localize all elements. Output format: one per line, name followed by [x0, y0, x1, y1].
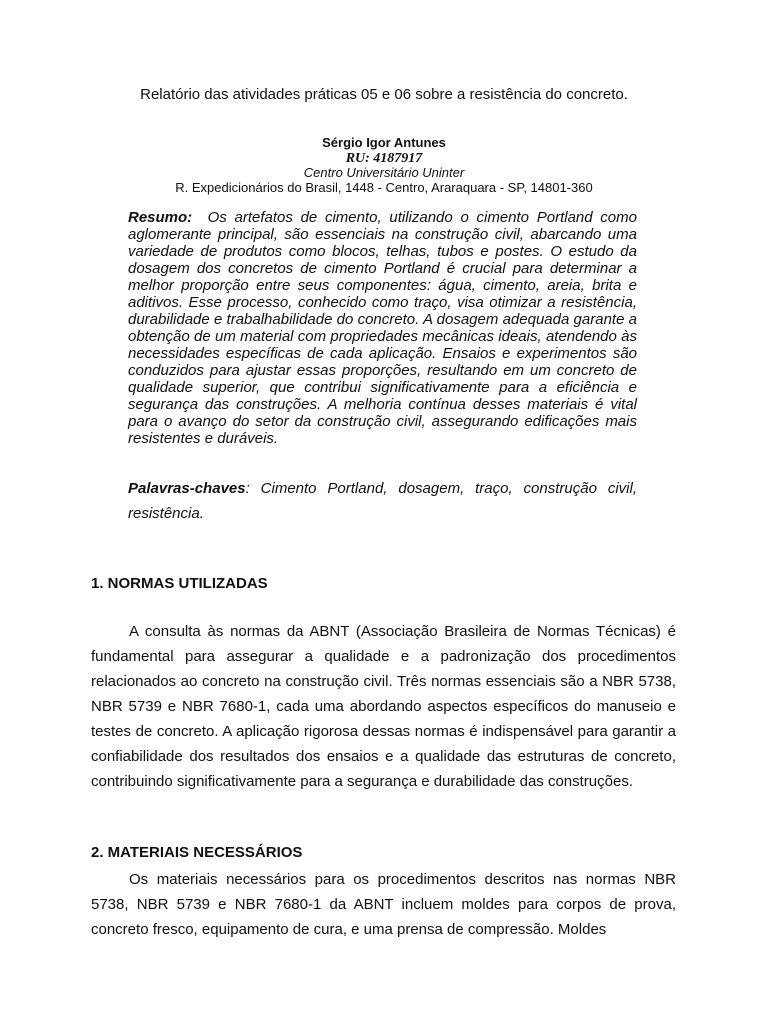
- abstract-label: Resumo:: [128, 209, 193, 226]
- document-title: Relatório das atividades práticas 05 e 06 sobre a resistência do concreto.: [140, 86, 628, 103]
- section-heading-normas: 1. NORMAS UTILIZADAS: [91, 575, 268, 592]
- author-address: R. Expedicionários do Brasil, 1448 - Centro, Araraquara - SP, 14801-360: [175, 180, 593, 195]
- section-paragraph-materiais: Os materiais necessários para os procedimentos descritos nas normas NBR 5738, NBR 5739 e NBR 7680-1 da ABNT incluem moldes para corpos de prova, concreto fresco, equipamento de cura, e uma prensa de compressão. Moldes: [91, 871, 676, 938]
- author-name: Sérgio Igor Antunes: [322, 135, 446, 150]
- author-ru: RU: 4187917: [345, 151, 423, 166]
- keywords-label: Palavras-chaves: [128, 480, 246, 497]
- section-paragraph-normas: A consulta às normas da ABNT (Associação Brasileira de Normas Técnicas) é fundamental para assegurar a qualidade e a padronização dos procedimentos relacionados ao concreto na construção civil. Três normas essenciais são a NBR 5738, NBR 5739 e NBR 7680-1, cada uma abordando aspectos específicos do manuseio e testes de concreto. A aplicação rigorosa dessas normas é indispensável para garantir a confiabilidade dos resultados dos ensaios e a qualidade das estruturas de concreto, contribuindo significativamente para a segurança e durabilidade das construções.: [91, 623, 676, 790]
- abstract-text: Os artefatos de cimento, utilizando o cimento Portland como aglomerante principal, são essenciais na construção civil, abarcando uma variedade de produtos como blocos, telhas, tubos e postes. O estudo da dosagem dos concretos de cimento Portland é crucial para determinar a melhor proporção entre seus componentes: água, cimento, areia, brita e aditivos. Esse processo, conhecido como traço, visa otimizar a resistência, durabilidade e trabalhabilidade do concreto. A dosagem adequada garante a obtenção de um material com propriedades mecânicas ideais, atendendo às necessidades específicas de cada aplicação. Ensaios e experimentos são conduzidos para ajustar essas proporções, resultando em um concreto de qualidade superior, que contribui significativamente para a eficiência e segurança das construções. A melhoria contínua desses materiais é vital para o avanço do setor da construção civil, assegurando edificações mais resistentes e duráveis.: [128, 209, 637, 447]
- keywords-text: : Cimento Portland, dosagem, traço, construção civil, resistência.: [128, 480, 637, 522]
- author-institution: Centro Universitário Uninter: [303, 165, 465, 180]
- section-heading-materiais: 2. MATERIAIS NECESSÁRIOS: [91, 844, 303, 861]
